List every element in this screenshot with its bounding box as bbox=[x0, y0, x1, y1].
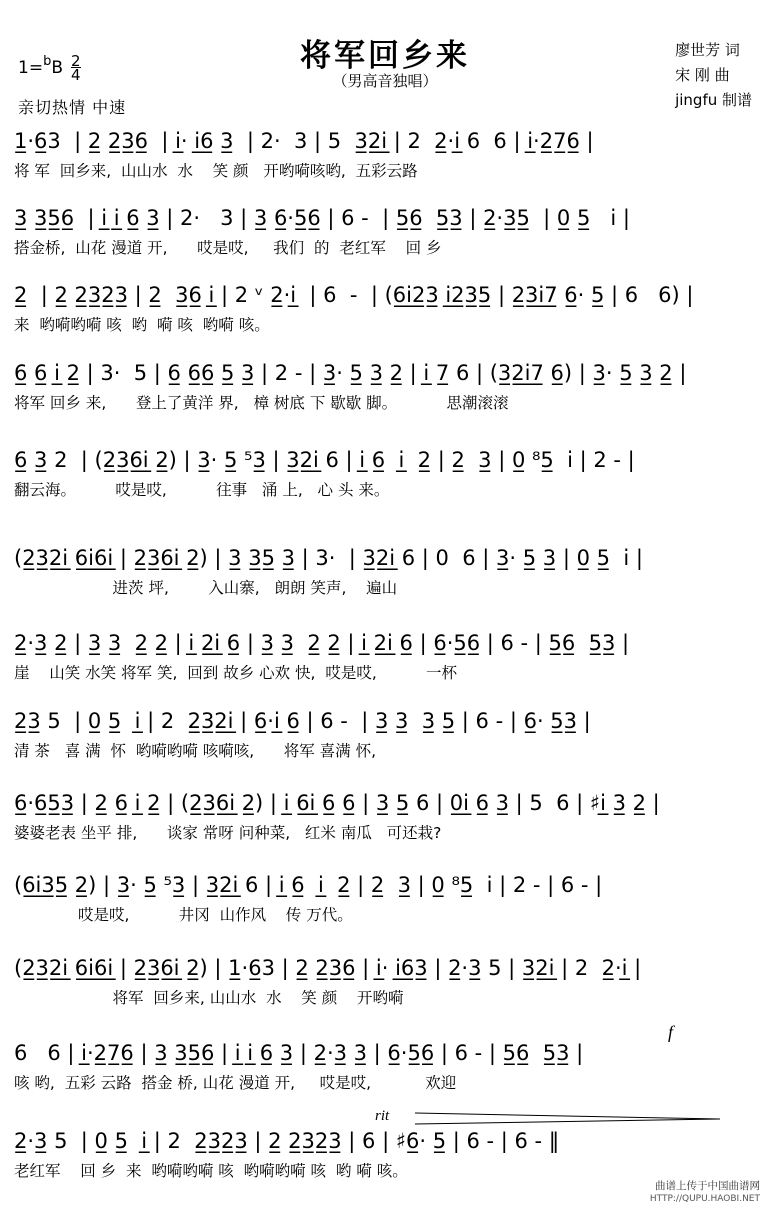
key-signature bbox=[18, 52, 81, 84]
note-line: 2̲·3̲ 2̲ | 3̲ 3̲ 2̲ 2̲ | i̲ 2̲i̲ 6̲ | 3̲ 3̲ 2̲ 2̲ | i̲ 2̲i̲ 6̲ | 6̲·5̲6̲ | 6 - | 5̲6̲ 5̲3̲ | bbox=[14, 631, 630, 655]
lyric-line: 搭金桥, 山花 漫道 开, 哎是哎, 我们 的 老红军 回 乡 bbox=[14, 239, 442, 257]
note-line: (2̲3̲2̲i̲ 6̲i̲6̲i̲ | 2̲3̲6̲i̲ 2̲) | 1̲·6̲3 | 2̲ 2̲3̲6̲ | i̲· i̲6̲3̲ | 2̲·3̲ 5 | 3̲2̲i̲ | 2 2̲·i̲ | bbox=[14, 956, 642, 980]
score-row bbox=[14, 545, 756, 599]
note-line: 1̲·6̲3 | 2̲ 2̲3̲6̲ | i̲· i̲6̲ 3̲ | 2· 3 | 5 3̲2̲i̲ | 2 2̲·i̲ 6 6 | i̲·2̲7̲6̲ | bbox=[14, 129, 594, 153]
dynamic-forte: f bbox=[668, 1022, 674, 1042]
lyric-line: 将军 回乡来, 山山水 水 笑 颜 开哟嗬 bbox=[14, 989, 404, 1007]
lyric-line: 将军 回乡 来, 登上了黄洋 界, 樟 树底 下 歇歇 脚。 思潮滚滚 bbox=[14, 394, 509, 412]
score-row bbox=[14, 1040, 756, 1094]
lyric-line: 翻云海。 哎是哎, 往事 涌 上, 心 头 来。 bbox=[14, 481, 390, 499]
score-row bbox=[14, 128, 756, 182]
score-row bbox=[14, 872, 756, 926]
score-row bbox=[14, 955, 756, 1009]
note-line: 2̲ | 2̲ 2̲3̲2̲3̲ | 2̲ 3̲6̲ i̲ | 2 ᵛ 2̲·i̲ | 6 - | (6̲i̲2̲3̲ i̲2̲3̲5̲ | 2̲3̲i̲7̲ 6̲· 5̲ | 6 6) | bbox=[14, 283, 694, 307]
score-row bbox=[14, 360, 756, 414]
credit-composer: 宋 刚 曲 bbox=[675, 66, 730, 84]
note-line: 6̲·6̲5̲3̲ | 2̲ 6̲ i̲ 2̲ | (2̲3̲6̲i̲ 2̲) | i̲ 6̲i̲ 6̲ 6̲ | 3̲ 5̲ 6 | 0̲i̲ 6̲ 3̲ | 5 6 | ♯i̲ 3̲ 2̲ | bbox=[14, 791, 660, 815]
note-line: (2̲3̲2̲i̲ 6̲i̲6̲i̲ | 2̲3̲6̲i̲ 2̲) | 3̲ 3̲5̲ 3̲ | 3· | 3̲2̲i̲ 6 | 0 6 | 3̲· 5̲ 3̲ | 0̲ 5̲ i | bbox=[14, 546, 643, 570]
score-row bbox=[14, 790, 756, 844]
score-row bbox=[14, 1128, 756, 1182]
lyric-line: 哎是哎, 井冈 山作风 传 万代。 bbox=[14, 906, 353, 924]
note-line: 2̲3̲ 5 | 0̲ 5̲ i̲ | 2 2̲3̲2̲i̲ | 6̲·i̲ 6̲ | 6 - | 3̲ 3̲ 3̲ 5̲ | 6 - | 6̲· 5̲3̲ | bbox=[14, 709, 591, 733]
score-row bbox=[14, 205, 756, 259]
credit-engraver: jingfu 制谱 bbox=[675, 91, 752, 109]
note-line: (6̲i̲3̲5̲ 2̲) | 3̲· 5̲ ⁵3̲ | 3̲2̲i̲ 6 | i̲ 6̲ i̲ 2̲ | 2̲ 3̲ | 0̲ ⁸5̲ i | 2 - | 6 - | bbox=[14, 873, 603, 897]
time-signature bbox=[71, 52, 81, 84]
time-signature-numerator: 2 bbox=[71, 52, 81, 70]
time-signature-denominator: 4 bbox=[71, 66, 81, 84]
lyric-line: 老红军 回 乡 来 哟嗬哟嗬 咳 哟嗬哟嗬 咳 哟 嗬 咳。 bbox=[14, 1162, 408, 1180]
footer-url: HTTP://QUPU.HAOBI.NET bbox=[649, 1194, 760, 1204]
key-letter: B bbox=[51, 58, 63, 78]
credits bbox=[675, 38, 752, 113]
footer-line-1: 曲谱上传于中国曲谱网 bbox=[655, 1180, 760, 1192]
lyric-line: 婆婆老表 坐平 排, 谈家 常呀 问种菜, 红米 南瓜 可还栽? bbox=[14, 824, 442, 842]
key-prefix: 1= bbox=[18, 58, 44, 78]
note-line: 3̲ 3̲5̲6̲ | i̲ i̲ 6̲ 3̲ | 2· 3 | 3̲ 6̲·5̲6̲ | 6 - | 5̲6̲ 5̲3̲ | 2̲·3̲5̲ | 0̲ 5̲ i | bbox=[14, 206, 630, 230]
score-row bbox=[14, 708, 756, 762]
note-line: 6̲ 6̲ i̲ 2̲ | 3· 5 | 6̲ 6̲6̲ 5̲ 3̲ | 2 - | 3̲· 5̲ 3̲ 2̲ | i̲ 7̲ 6 | (3̲2̲i̲7̲ 6̲) | 3̲· 5̲ 3̲ 2̲ | bbox=[14, 361, 687, 385]
decrescendo-hairpin bbox=[415, 1110, 725, 1126]
page-title: 将军回乡来 bbox=[300, 38, 470, 74]
site-footer bbox=[650, 1180, 760, 1206]
lyric-line: 将 军 回乡来, 山山水 水 笑 颜 开哟嗬咳哟, 五彩云路 bbox=[14, 162, 418, 180]
credit-lyricist: 廖世芳 词 bbox=[675, 41, 740, 59]
page-subtitle: （男高音独唱） bbox=[332, 72, 438, 90]
score-row bbox=[14, 630, 756, 684]
note-line: 6̲ 3̲ 2 | (2̲3̲6̲i̲ 2̲) | 3̲· 5̲ ⁵3̲ | 3̲2̲i̲ 6 | i̲ 6̲ i̲ 2̲ | 2̲ 3̲ | 0̲ ⁸5̲ i | 2 - | bbox=[14, 448, 635, 472]
note-line: 6 6 | i̲·2̲7̲6̲ | 3̲ 3̲5̲6̲ | i̲ i̲ 6̲ 3̲ | 2̲·3̲ 3̲ | 6̲·5̲6̲ | 6 - | 5̲6̲ 5̲3̲ | bbox=[14, 1041, 584, 1065]
lyric-line: 来 哟嗬哟嗬 咳 哟 嗬 咳 哟嗬 咳。 bbox=[14, 316, 270, 334]
key-flat: b bbox=[43, 54, 52, 69]
lyric-line: 进茨 坪, 入山寨, 朗朗 笑声, 遍山 bbox=[14, 579, 398, 597]
rit-marking: rit bbox=[375, 1108, 390, 1124]
tempo-marking: 亲切热情 中速 bbox=[18, 98, 127, 117]
lyric-line: 清 茶 喜 满 怀 哟嗬哟嗬 咳嗬咳, 将军 喜满 怀, bbox=[14, 742, 377, 760]
note-line: 2̲·3̲ 5 | 0̲ 5̲ i̲ | 2 2̲3̲2̲3̲ | 2̲ 2̲3̲2̲3̲ | 6 | ♯6̲· 5̲ | 6 - | 6 - ‖ bbox=[14, 1129, 560, 1153]
score-row bbox=[14, 282, 756, 336]
score-row bbox=[14, 447, 756, 501]
lyric-line: 咳 哟, 五彩 云路 搭金 桥, 山花 漫道 开, 哎是哎, 欢迎 bbox=[14, 1074, 457, 1092]
lyric-line: 崖 山笑 水笑 将军 笑, 回到 故乡 心欢 快, 哎是哎, 一杯 bbox=[14, 664, 458, 682]
